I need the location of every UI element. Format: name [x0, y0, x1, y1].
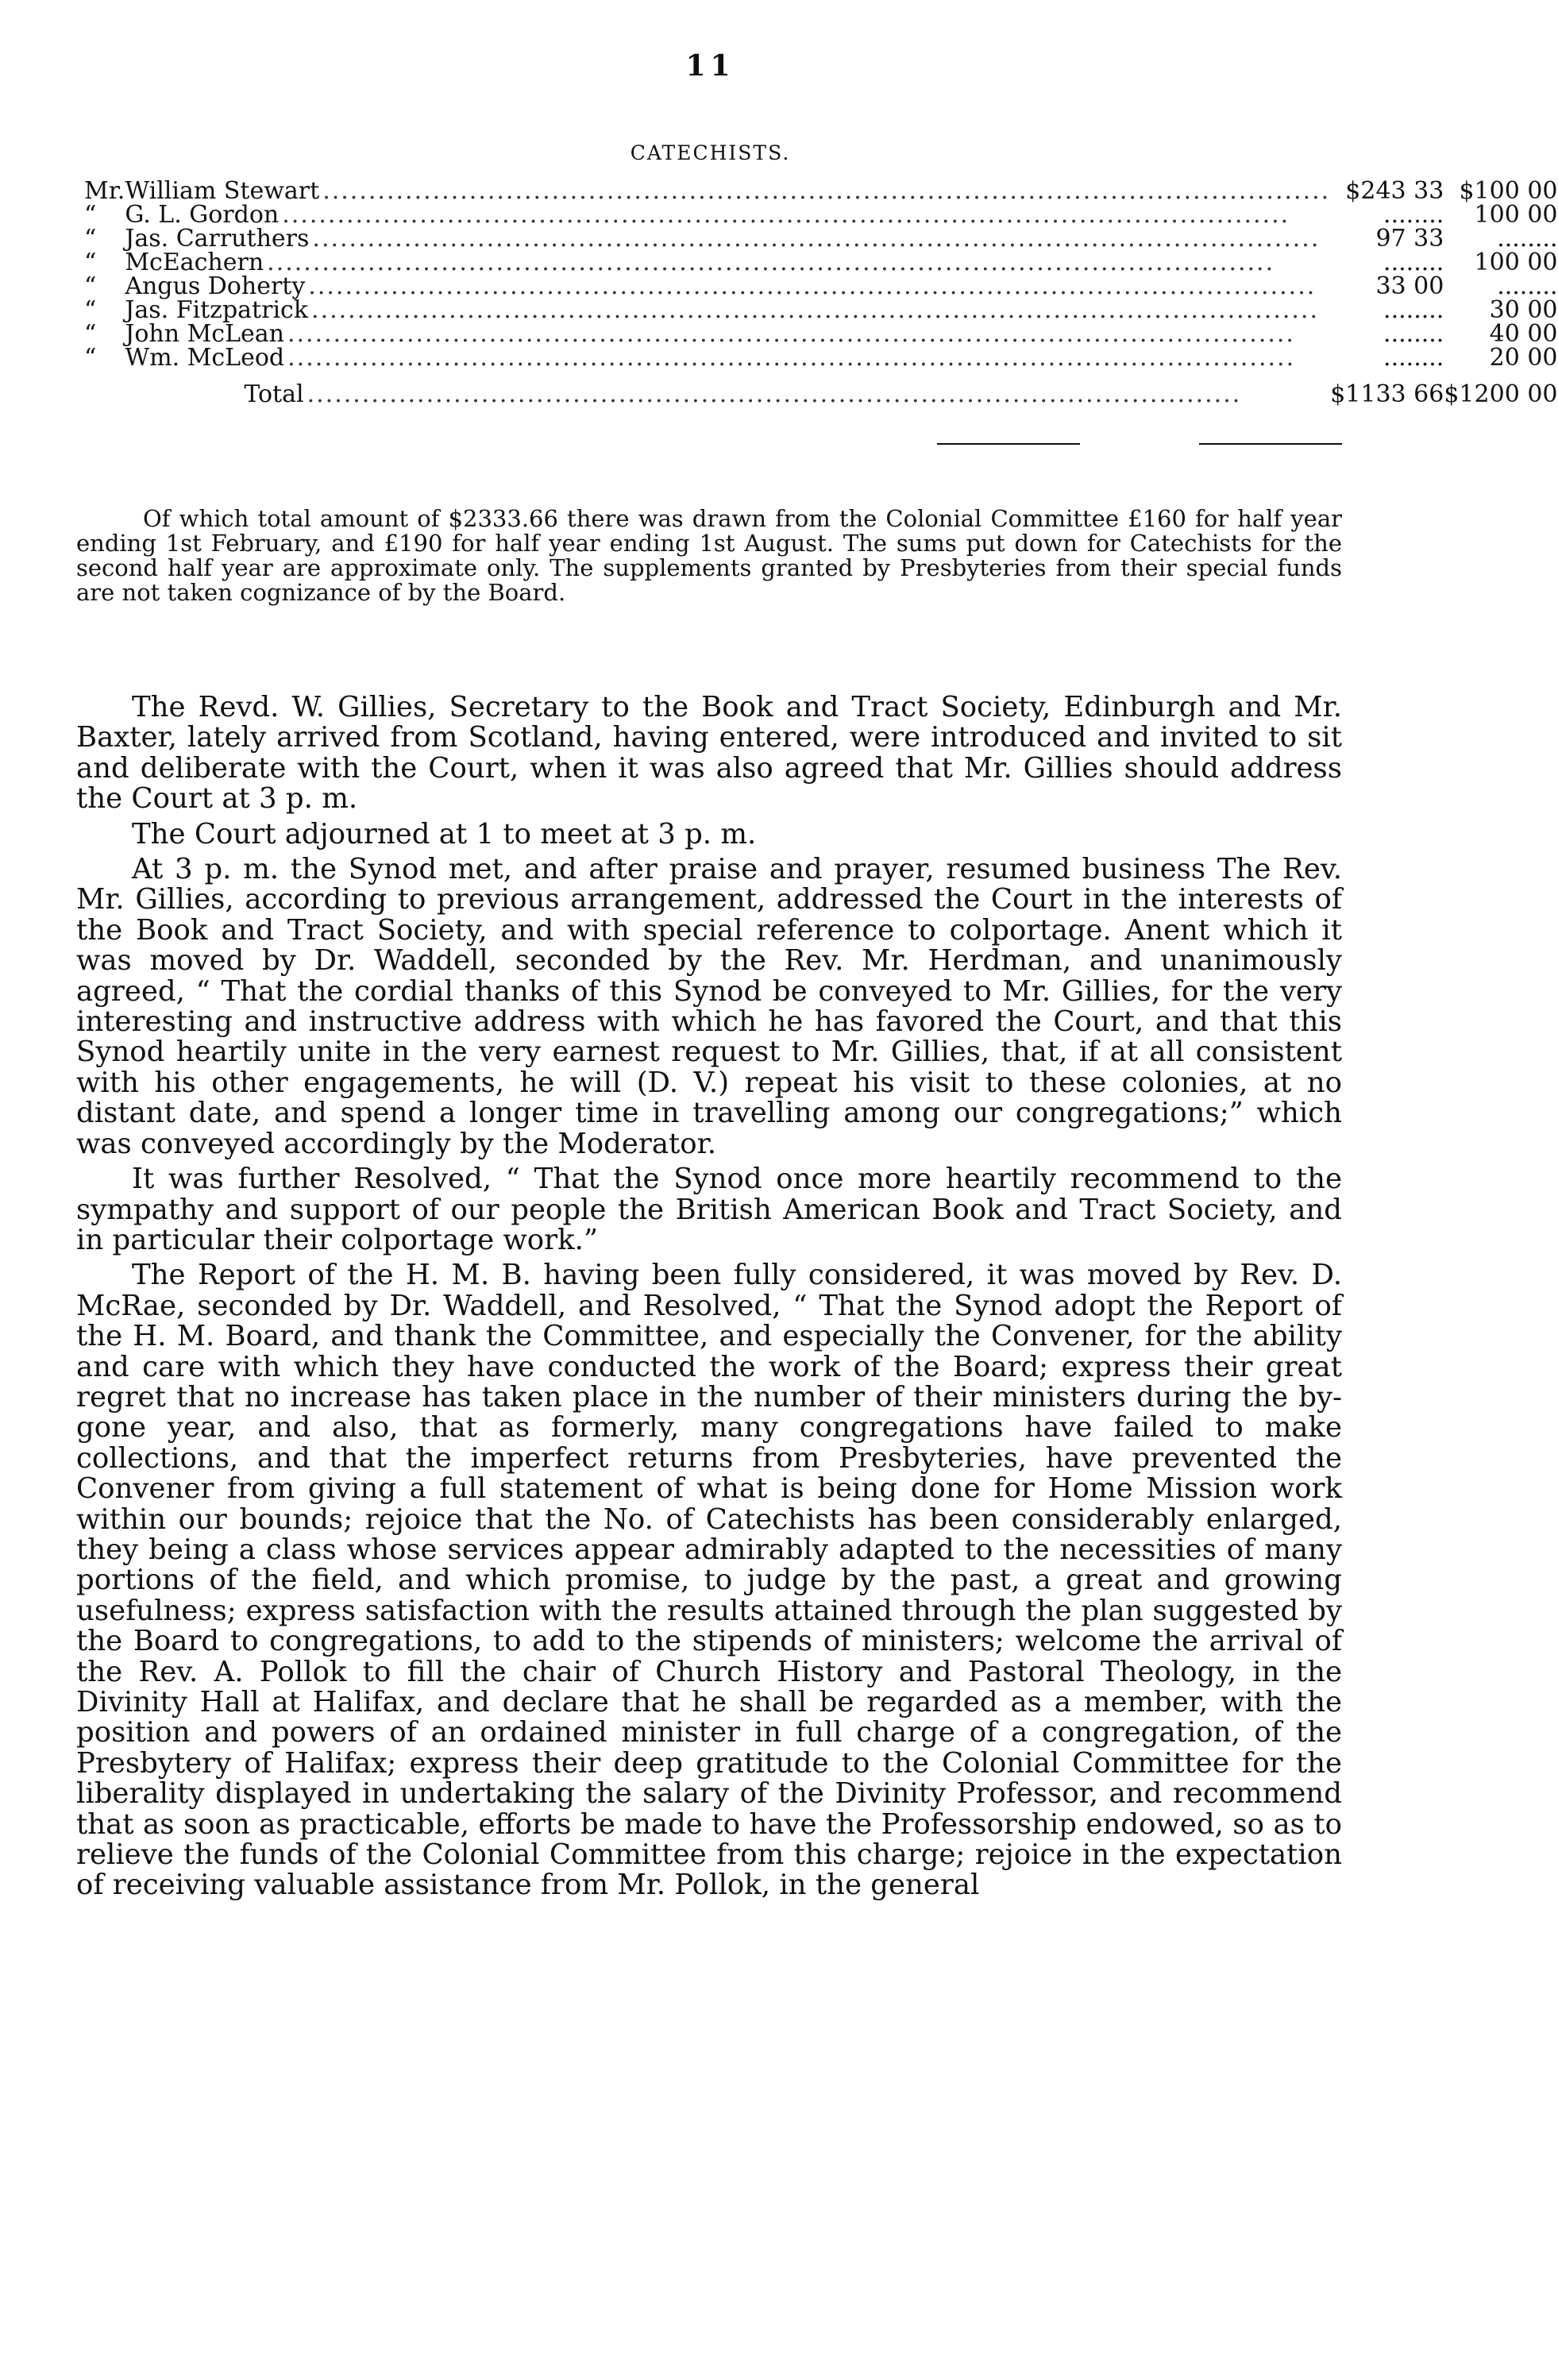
table-row — [84, 203, 1558, 227]
second-half-amount: 100 00 — [1474, 201, 1558, 229]
table-row — [84, 299, 1558, 322]
sum-rule-first-half — [937, 443, 1080, 445]
paragraph-tract-society-resolution: It was further Resolved, “ That the Synod once more heartily recommend to the sympathy and support of our people the British American Book and Tract Society, and in particular their colportage work.” — [76, 1163, 1342, 1256]
leader-dots: .............................................................................................................. — [312, 225, 1321, 253]
section-title: CATECHISTS. — [630, 141, 791, 164]
table-row — [84, 227, 1558, 251]
row-prefix: “ — [84, 272, 97, 300]
second-half-amount: 20 00 — [1489, 344, 1558, 372]
paragraph-hmb-report: The Report of the H. M. B. having been fully considered, it was moved by Rev. D. McRae, seconded by Dr. Waddell, and Resolved, “ That the Synod adopt the Report of the H. M. Board, and thank the Committee, and especially the Convener, for the ability and care with which they have conducted the work of the Board; express their great regret that no increase has taken place in the number of their ministers during the by-gone year, and also, that as formerly, many congregations have failed to make collections, and that the imperfect returns from Presbyteries, have prevented the Convener from giving a full statement of what is being done for Home Mission work within our bounds; rejoice that the No. of Catechists has been considerably enlarged, they being a class whose services appear admirably adapted to the necessities of many portions of the field, and which promise, to judge by the past, a great and growing usefulness; express satisfaction with the results attained through the plan suggested by the Board to congregations, to add to the stipends of ministers; welcome the arrival of the Rev. A. Pollok to fill the chair of Church History and Pastoral Theology, in the Divinity Hall at Halifax, and declare that he shall be regarded as a member, with the position and powers of an ordained minister in full charge of a congregation, of the Presbytery of Halifax; express their deep gratitude to the Colonial Committee for the liberality displayed in undertaking the salary of the Divinity Professor, and recommend that as soon as practicable, efforts be made to have the Professorship endowed, so as to relieve the funds of the Colonial Committee from this charge; rejoice in the expectation of receiving valuable assistance from Mr. Pollok, in the general — [76, 1259, 1342, 1902]
sum-rules — [937, 443, 1342, 446]
total-second-half: $1200 00 — [1444, 380, 1558, 408]
body-text — [76, 692, 1342, 1906]
catechist-name: Wm. McLeod — [125, 344, 285, 372]
leader-dots: .............................................................................................................. — [322, 177, 1331, 205]
second-half-amount: 30 00 — [1489, 296, 1558, 324]
paragraph-court-adjourned: The Court adjourned at 1 to meet at 3 p. m. — [132, 817, 757, 851]
catechist-name: Jas. Carruthers — [125, 225, 310, 253]
row-prefix: “ — [84, 344, 97, 372]
leader-dots: .............................................................................................................. — [282, 201, 1290, 229]
paragraph-afternoon-session: At 3 p. m. the Synod met, and after praise and prayer, resumed business The Rev. Mr. Gillies, according to previous arrangement, addressed the Court in the interests of the Book and Tract Society, and with special reference to colportage. Anent which it was moved by Dr. Waddell, seconded by the Rev. Mr. Herdman, and unanimously agreed, “ That the cordial thanks of this Synod be conveyed to Mr. Gillies, for the very interesting and instructive address with which he has favored the Court, and that this Synod heartily unite in the very earnest request to Mr. Gillies, that, if at all consistent with his other engagements, he will (D. V.) repeat his visit to these colonies, at no distant date, and spend a longer time in travelling among our congregations;” which was conveyed accordingly by the Moderator. — [76, 853, 1342, 1160]
first-half-amount: $243 33 — [1345, 177, 1444, 205]
catechist-name: John McLean — [125, 320, 284, 348]
table-row — [84, 251, 1558, 275]
leader-dots: .............................................................................................................. — [311, 296, 1320, 324]
second-half-amount: 100 00 — [1474, 249, 1558, 276]
leader-dots: .............................................................................................................. — [287, 320, 1295, 348]
page-number: 11 — [685, 49, 735, 83]
first-half-amount: ........ — [1383, 344, 1444, 372]
first-half-amount: ........ — [1383, 296, 1444, 324]
total-row — [84, 370, 1558, 407]
row-prefix: “ — [84, 201, 97, 229]
row-prefix: “ — [84, 320, 97, 348]
row-prefix: “ — [84, 249, 97, 276]
footnote-paragraph: Of which total amount of $2333.66 there was drawn from the Colonial Committee £160 for half year ending 1st February, and £190 for half year ending 1st August. The sums put down for Catechists for the second half year are approximate only. The supplements granted by Presbyteries from their special funds are not taken cognizance of by the Board. — [76, 505, 1342, 606]
catechist-name: McEachern — [125, 249, 264, 276]
total-first-half: $1133 66 — [1330, 380, 1444, 408]
second-half-amount: $100 00 — [1459, 177, 1558, 205]
catechist-name: William Stewart — [125, 177, 320, 205]
leader-dots: .............................................................................................................. — [267, 249, 1275, 276]
leader-dots: ...................................................................................................... — [307, 380, 1242, 408]
first-half-amount: ........ — [1383, 320, 1444, 348]
first-half-amount: 33 00 — [1375, 272, 1444, 300]
second-half-amount: ........ — [1497, 225, 1558, 253]
second-half-amount: 40 00 — [1489, 320, 1558, 348]
catechist-name: G. L. Gordon — [125, 201, 280, 229]
second-half-amount: ........ — [1497, 272, 1558, 300]
first-half-amount: ........ — [1383, 201, 1444, 229]
first-half-amount: 97 33 — [1375, 225, 1444, 253]
row-prefix: Mr. — [84, 177, 125, 205]
catechists-table — [84, 179, 1558, 407]
table-row — [84, 275, 1558, 299]
table-row — [84, 322, 1558, 346]
first-half-amount: ........ — [1383, 249, 1444, 276]
sum-rule-second-half — [1199, 443, 1342, 445]
leader-dots: .............................................................................................................. — [308, 272, 1317, 300]
table-row — [84, 179, 1558, 203]
total-label: Total — [244, 380, 304, 408]
table-row — [84, 346, 1558, 370]
paragraph-gillies-introduced: The Revd. W. Gillies, Secretary to the Book and Tract Society, Edinburgh and Mr. Baxter, lately arrived from Scotland, having entered, were introduced and invited to sit and deliberate with the Court, when it was also agreed that Mr. Gillies should address the Court at 3 p. m. — [76, 691, 1342, 816]
row-prefix: “ — [84, 225, 97, 253]
leader-dots: .............................................................................................................. — [287, 344, 1296, 372]
catechist-name: Jas. Fitzpatrick — [125, 296, 309, 324]
catechist-name: Angus Doherty — [125, 272, 306, 300]
row-prefix: “ — [84, 296, 97, 324]
